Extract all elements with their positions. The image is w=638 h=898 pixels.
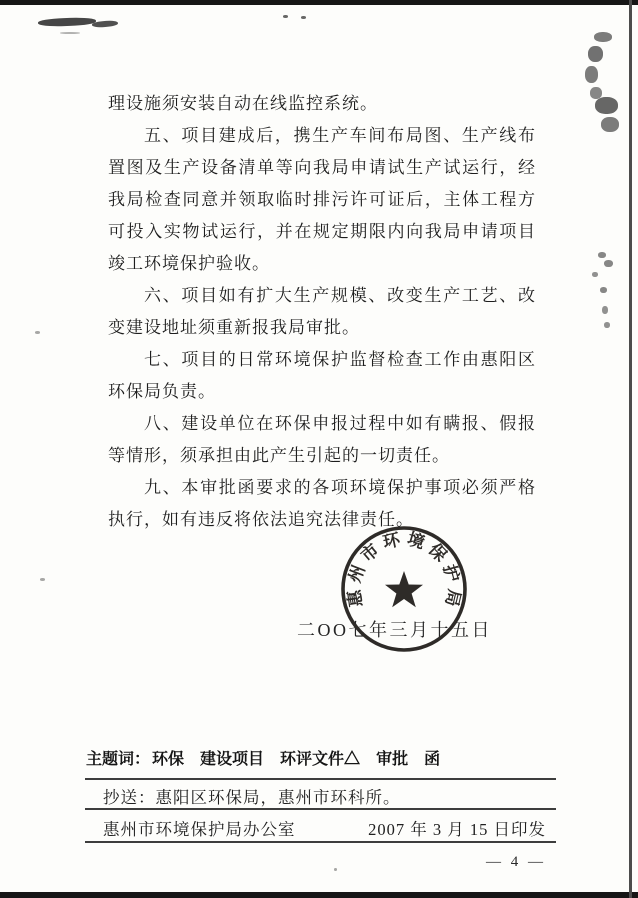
scan-smudge [92, 20, 118, 28]
keyword: 环保 [152, 751, 185, 768]
keywords-label: 主题词： [86, 751, 151, 768]
seal-arc-text: 惠州市环境保护局 [344, 529, 464, 614]
print-date: 2007 年 3 月 15 日印发 [368, 820, 546, 839]
body-paragraph: 八、建设单位在环保申报过程中如有瞒报、假报等情形，须承担由此产生引起的一切责任。 [108, 414, 536, 465]
scan-edge-top [0, 0, 638, 5]
scan-smudge [588, 46, 603, 62]
scan-speck [40, 578, 45, 581]
scan-speck [35, 331, 40, 334]
scan-speck [604, 322, 610, 328]
seal-date: 二OO七年三月十五日 [297, 620, 492, 640]
scan-smudge [601, 117, 619, 132]
issuer-office: 惠州市环境保护局办公室 [103, 820, 296, 839]
cc-row [103, 784, 556, 808]
scan-smudge [594, 32, 612, 42]
body-paragraph: 九、本审批函要求的各项环境保护事项必须严格执行，如有违反将依法追究法律责任。 [108, 478, 536, 529]
scan-smudge [595, 97, 618, 114]
scan-speck [592, 272, 598, 277]
scan-speck [598, 252, 606, 258]
keywords-row [86, 746, 556, 769]
scan-speck [604, 260, 613, 267]
scan-edge-bottom [0, 892, 638, 898]
keyword: 环评文件△ [280, 751, 361, 768]
scan-speck [283, 15, 288, 18]
scan-speck [600, 287, 607, 293]
page-number: — 4 — [486, 854, 546, 870]
footer-divider [85, 778, 556, 780]
issuer-row [103, 816, 546, 840]
scan-speck [334, 868, 337, 871]
body-paragraph: 七、项目的日常环境保护监督检查工作由惠阳区环保局负责。 [108, 350, 536, 401]
cc-value: 惠阳区环保局，惠州市环科所。 [155, 788, 401, 807]
document-body [108, 88, 536, 536]
keyword: 审批 [376, 751, 409, 768]
scan-smudge [60, 32, 80, 34]
official-seal [338, 523, 470, 655]
body-paragraph: 理设施须安装自动在线监控系统。 [108, 94, 378, 113]
footer-divider [85, 808, 556, 810]
keyword: 函 [424, 751, 441, 768]
scan-speck [301, 16, 306, 19]
body-paragraph: 五、项目建成后，携生产车间布局图、生产线布置图及生产设备清单等向我局申请试生产试运行，经我局检查同意并领取临时排污许可证后，主体工程方可投入实物试运行，并在规定期限内向我局申请项目竣工环境保护验收。 [108, 126, 536, 273]
scan-smudge [585, 66, 598, 83]
cc-label: 抄送： [103, 788, 156, 807]
star-icon [385, 571, 423, 607]
scan-speck [602, 306, 608, 314]
body-paragraph: 六、项目如有扩大生产规模、改变生产工艺、改变建设地址须重新报我局审批。 [108, 286, 536, 337]
keyword: 建设项目 [200, 751, 265, 768]
footer-divider [85, 841, 556, 843]
scan-edge-right [629, 0, 632, 898]
scan-smudge [38, 17, 96, 27]
